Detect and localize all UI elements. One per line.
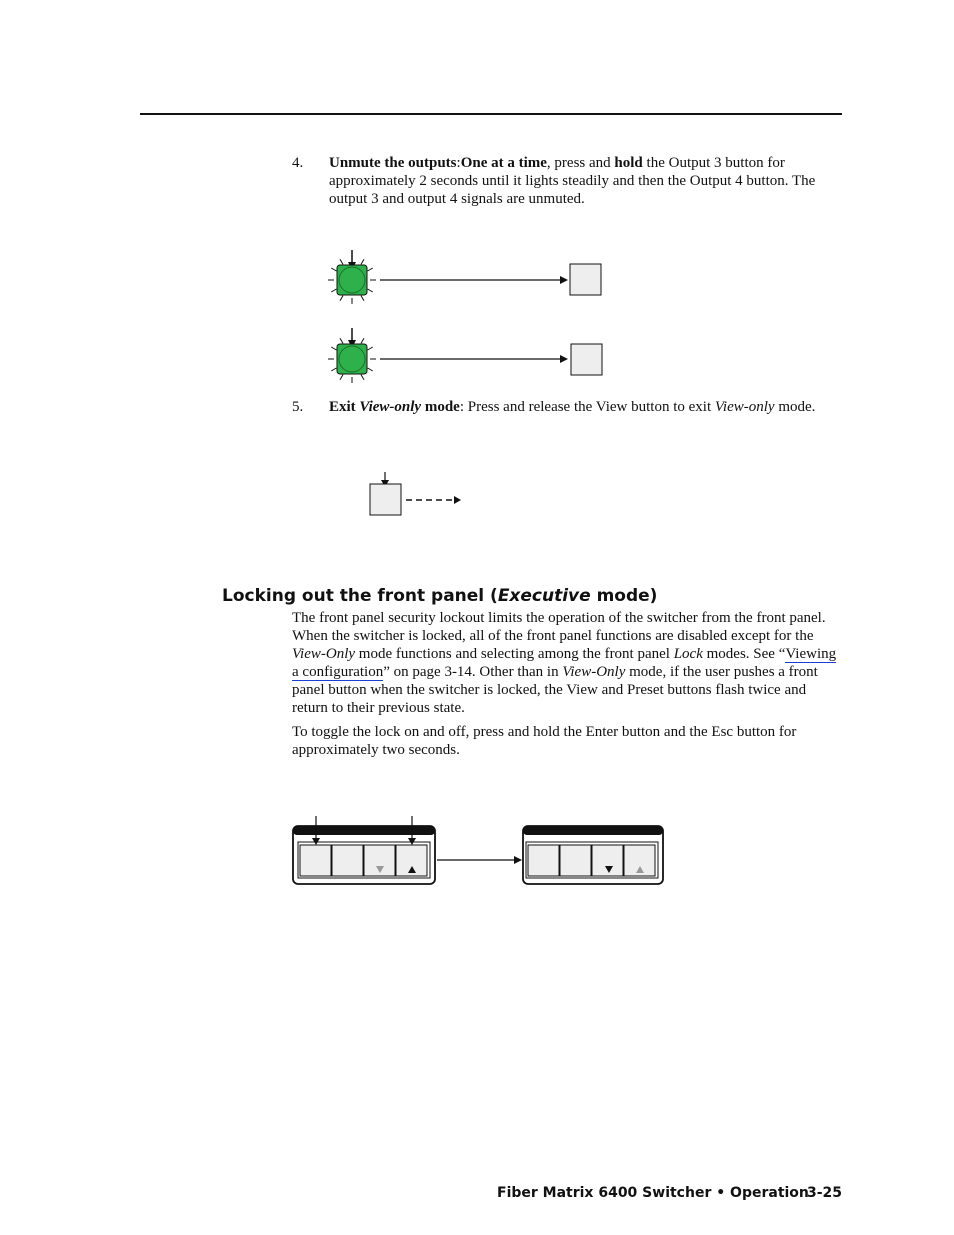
footer [497,1185,842,1201]
footer-title: Fiber Matrix 6400 Switcher • Operation [497,1185,809,1201]
output-3-lit-button-icon [328,250,376,304]
top-rule [140,113,842,115]
lockout-paragraph: The front panel security lockout limits the operation of the switcher from the front panel. When the switcher is locked, all of the front panel functions are disabled except for the View-Only mode functions and selecting among the front panel Lock modes. See “Viewing a configuration” on page 3-14. Other than in View-Only mode, if the user pushes a front panel button when the switcher is locked, the View and Preset buttons flash twice and return to their previous state. [292,610,837,716]
lock-toggle-diagram [290,812,670,892]
page-number: 3-25 [806,1185,842,1201]
step-4-text: Unmute the outputs:One at a time, press and hold the Output 3 button for approximately 2 seconds until it lights steadily and then the Output 4 button. The output 3 and output 4 signals are unmuted. [329,155,816,207]
output-4-steady-button-icon [571,344,602,375]
panel-before-icon [293,826,435,884]
viewing-configuration-link[interactable]: Viewing a configuration [292,646,837,680]
view-button-icon [370,484,401,515]
view-button-diagram [360,470,470,520]
output-4-lit-button-icon [328,328,376,383]
step-5-number: 5. [292,399,304,415]
panel-after-icon [523,826,663,884]
step-4-number: 4. [292,155,304,171]
output-3-steady-button-icon [570,264,601,295]
unmute-outputs-diagram [320,240,620,390]
toggle-lock-paragraph: To toggle the lock on and off, press and hold the Enter button and the Esc button for approximately two seconds. [292,724,797,758]
step-5-text: Exit View-only mode: Press and release the View button to exit View-only mode. [329,399,816,415]
section-heading: Locking out the front panel (Executive mode) [222,586,658,606]
